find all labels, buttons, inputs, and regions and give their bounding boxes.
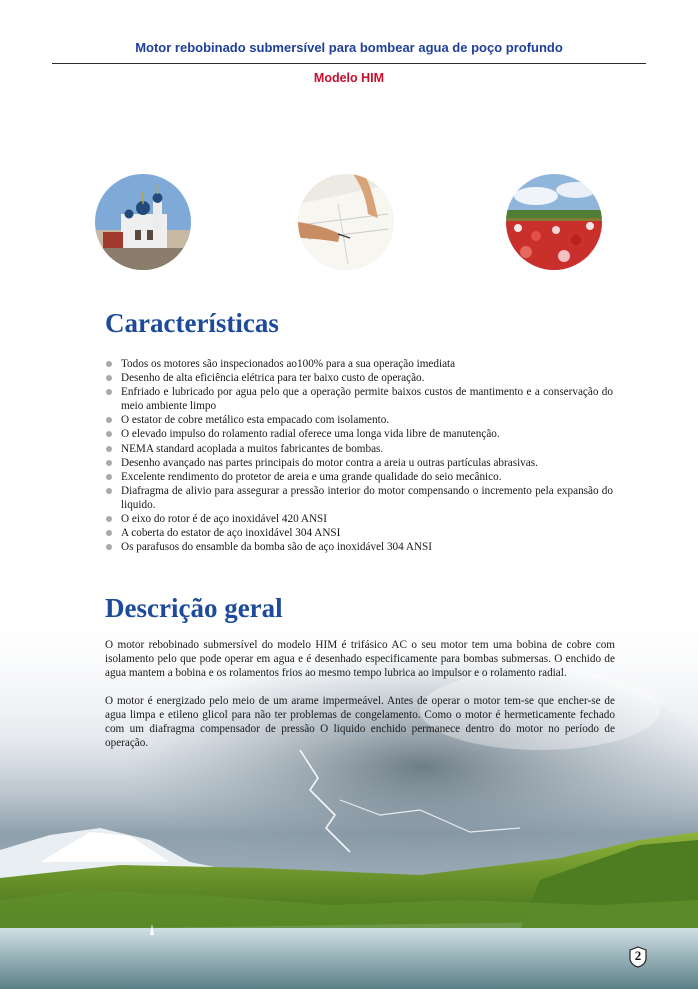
bullet-icon xyxy=(106,460,112,466)
model-label: Modelo HIM xyxy=(313,71,385,85)
feature-item xyxy=(105,427,613,441)
features-heading: Características xyxy=(105,308,279,338)
feature-item xyxy=(105,371,613,385)
feature-item xyxy=(105,470,613,484)
feature-text: A coberta do estator de aço inoxidável 304 ANSI xyxy=(121,527,341,540)
feature-item xyxy=(105,442,613,456)
feature-item xyxy=(105,512,613,526)
header-divider xyxy=(52,63,646,64)
feature-text: Diafragma de alivio para assegurar a pressão interior do motor compensando o incremento pela expansão do liquido. xyxy=(121,484,613,511)
bullet-icon xyxy=(106,488,112,494)
feature-item xyxy=(105,540,613,554)
feature-text: Todos os motores são inspecionados ao100% para a sua operação imediata xyxy=(121,358,456,370)
bullet-icon xyxy=(106,375,112,381)
blueprint-photo xyxy=(298,174,394,270)
feature-text: O elevado impulso do rolamento radial oferece uma longa vida libre de manutenção. xyxy=(121,428,500,441)
feature-item xyxy=(105,357,613,371)
feature-text: Desenho avançado nas partes principais do motor contra a areia u outras partículas abrasivas. xyxy=(121,456,538,469)
description-paragraph: O motor é energizado pelo meio de um arame impermeável. Antes de operar o motor tem-se que encher-se de agua limpa e etileno glicol para não ter problemas de congelamento. Como o motor é hermeticamente fechado com um diafragma compensador de pressão O liquido enchido permanece dentro do motor no período de operação. xyxy=(105,695,615,750)
bullet-icon xyxy=(106,530,112,536)
church-photo xyxy=(95,174,191,270)
description-paragraph: O motor rebobinado submersível do modelo HIM é trifásico AC o seu motor tem uma bobina de cobre com isolamento pelo que pode operar em agua e é desenhado especificamente para bombas submersas. O enchido de agua mantem a bobina e os rolamentos frios ao mesmo tempo lubrica ao impulsor e o rolamento radial. xyxy=(105,639,615,680)
feature-item xyxy=(105,385,613,413)
bullet-icon xyxy=(106,431,112,437)
document-title: Motor rebobinado submersível para bombear agua de poço profundo xyxy=(135,40,563,55)
bullet-icon xyxy=(106,544,112,550)
bullet-icon xyxy=(106,361,112,367)
description-heading: Descrição geral xyxy=(105,593,283,623)
feature-text: O eixo do rotor é de aço inoxidável 420 ANSI xyxy=(121,513,327,526)
feature-text: Desenho de alta eficiência elétrica para ter baixo custo de operação. xyxy=(121,372,425,385)
bullet-icon xyxy=(106,417,112,423)
bullet-icon xyxy=(106,446,112,452)
bullet-icon xyxy=(106,516,112,522)
flower-field-photo xyxy=(506,174,602,270)
feature-text: Os parafusos do ensamble da bomba são de aço inoxidável 304 ANSI xyxy=(121,541,433,554)
page-number: 2 xyxy=(634,948,642,963)
features-list xyxy=(105,357,613,554)
feature-item xyxy=(105,526,613,540)
feature-item xyxy=(105,456,613,470)
bullet-icon xyxy=(106,474,112,480)
feature-text: Excelente rendimento do protetor de areia e uma grande qualidade do seio mecânico. xyxy=(121,470,502,483)
feature-item xyxy=(105,484,613,512)
feature-text: O estator de cobre metálico esta empacado com isolamento. xyxy=(121,414,390,427)
feature-item xyxy=(105,413,613,427)
bullet-icon xyxy=(106,389,112,395)
feature-text: NEMA standard acoplada a muitos fabricantes de bombas. xyxy=(121,442,384,455)
feature-text: Enfriado e lubricado por agua pelo que a operação permite baixos custos de mantimento e a conservação do meio ambiente limpo xyxy=(121,386,613,413)
